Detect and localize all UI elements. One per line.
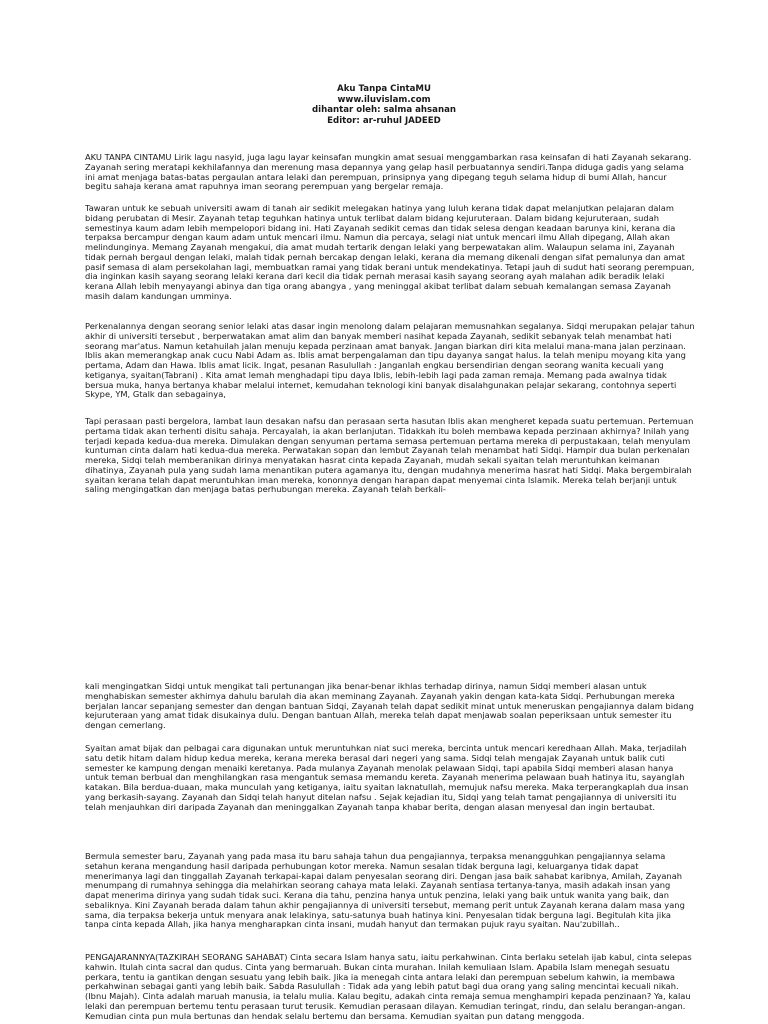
paragraph: Tawaran untuk ke sebuah universiti awam di tanah air sedikit melegakan hatinya yang luluh kerana tidak dapat melanjutkan pelajaran dalam bidang perubatan di Mesir. Zayanah tetap teguhkan hatinya untuk terlibat dalam bidang kejuruteraan. Dalam bidang kejuruteraan, sudah semestinya kaum adam lebih mempelopori bidang ini. Hati Zayanah sedikit cemas dan tidak selesa dengan keadaan barunya kini, kerana dia terpaksa bercampur dengan kaum adam untuk mencari ilmu. Namun dia percaya, selagi niat untuk mencari ilmu Allah dipegang, Allah akan melindunginya. Memang Zayanah mengakui, dia amat mudah tertarik dengan lelaki yang berpewatakan alim. Walaupun selama ini, Zayanah tidak pernah bergaul dengan lelaki, malah tidak pernah bercakap dengan lelaki, kerana dia memang dikenali dengan sifat pemalunya dan amat pasif semasa di alam persekolahan lagi, membuatkan ramai yang tidak berani untuk mendekatinya. Tetapi jauh di sudut hati seorang perempuan, dia inginkan kasih sayang seorang lelaki kerana dari kecil dia tidak pernah merasai kasih sayang seorang ayah malahan adik beradik lelaki kerana Allah lebih menyayangi abinya dan tiga orang abangya , yang meninggal akibat terlibat dalam sebuah kemalangan semasa Zayanah masih dalam kandungan umminya. <box>85 203 695 301</box>
paragraph: PENGAJARANNYA(TAZKIRAH SEORANG SAHABAT) Cinta secara Islam hanya satu, iaitu perkahwinan. Cinta berlaku setelah ijab kabul, cinta selepas kahwin. Itulah cinta sacral dan qudus. Cinta yang bermaruah. Bukan cinta murahan. Inilah kemuliaan Islam. Apabila Islam menegah sesuatu perkara, tentu ia gantikan dengan sesuatu yang lebih baik. Jika ia menegah cinta antara lelaki dan perempuan sebelum kahwin, ia membawa perkahwinan sebagai ganti yang lebih baik. Sabda Rasulullah : Tidak ada yang lebih patut bagi dua orang yang saling mencintai kecuali nikah. (Ibnu Majah). Cinta adalah maruah manusia, ia telalu mulia. Kalau begitu, adakah cinta remaja semua menghampiri kepada penzinaan? Ya, kalau lelaki dan perempuan bertemu tentu perasaan turut terusik. Kemudian perasaan dilayan. Kemudian teringat, rindu, dan selalu berangan-angan. Kemudian cinta pun mula bertunas dan hendak selalu bertemu dan bersama. Kemudian syaitan pun datang menggoda. <box>85 952 692 1021</box>
editor-line: Editor: ar-ruhul JADEED <box>327 115 441 126</box>
paragraph: Bermula semester baru, Zayanah yang pada masa itu baru sahaja tahun dua pengajiannya, terpaksa menangguhkan pengajiannya selama setahun kerana mengandung hasil daripada perhubungan kotor mereka. Namun sesalan tidak berguna lagi, keluarganya tidak dapat menerimanya lagi dan tinggallah Zayanah terkapai-kapai dalam penyesalan seorang diri. Dengan jasa baik sahabat karibnya, Amilah, Zayanah menumpang di rumahnya sehingga dia melahirkan seorang cahaya mata lelaki. Zayanah sentiasa tertanya-tanya, masih adakah insan yang dapat menerima dirinya yang sudah tidak suci. Kerana dia tahu, penzina hanya untuk penzina, lelaki yang baik untuk wanita yang baik, dan sebaliknya. Kini Zayanah berada dalam tahun akhir pengajiannya di universiti tersebut, memang perit untuk Zayanah kerana dalam masa yang sama, dia terpaksa bekerja untuk menyara anak lelakinya, satu-satunya buah hatinya kini. Penyesalan tidak berguna lagi. Begitulah kita jika tanpa cinta kepada Allah, jika hanya mengharapkan cinta insani, mudah hanyut dan termakan pujuk rayu syaitan. Nau'zubillah.. <box>85 851 685 930</box>
article-title: Aku Tanpa CintaMU <box>337 84 431 94</box>
author-line: dihantar oleh: salma ahsanan <box>312 105 456 116</box>
paragraph: kali mengingatkan Sidqi untuk mengikat tali pertunangan jika benar-benar ikhlas terhadap dirinya, namun Sidqi memberi alasan untuk menghabiskan semester akhirnya dahulu barulah dia akan meminang Zayanah. Zayanah yakin dengan kata-kata Sidqi. Perhubungan mereka berjalan lancar sepanjang semester dan dengan bantuan Sidqi, Zayanah telah dapat sedikit minat untuk meneruskan pengajiannya dalam bidang kejuruteraan yang amat tidak disukainya dulu. Dengan bantuan Allah, mereka telah dapat menjawab soalan peperiksaan untuk semester itu dengan cemerlang. <box>85 681 694 730</box>
site-url: www.iluvislam.com <box>337 94 431 105</box>
paragraph: Syaitan amat bijak dan pelbagai cara digunakan untuk meruntuhkan niat suci mereka, bercinta untuk mencari keredhaan Allah. Maka, terjadilah satu detik hitam dalam hidup kedua mereka, kerana mereka berasal dari negeri yang sama. Sidqi telah mengajak Zayanah untuk balik cuti semester ke kampung dengan menaiki keretanya. Pada mulanya Zayanah menolak pelawaan Sidqi, tapi apabila Sidqi memberi alasan hanya untuk teman berbual dan menghilangkan rasa mengantuk semasa memandu kereta. Zayanah menerima pelawaan buah hatinya itu, sayanglah katakan. Bila berdua-duaan, maka munculah yang ketiganya, iaitu syaitan laknatullah, memujuk nafsu mereka. Maka terperangkaplah dua insan yang berkasih-sayang. Zayanah dan Sidqi telah hanyut ditelan nafsu . Sejak kejadian itu, Sidqi yang telah tamat pengajiannya di universiti itu telah menjauhkan diri daripada Zayanah dan meninggalkan Zayanah tanpa khabar berita, dengan alasan menyesal dan ingin bertaubat. <box>85 743 689 812</box>
paragraph: Tapi perasaan pasti bergelora, lambat laun desakan nafsu dan perasaan serta hasutan Iblis akan mengheret kepada suatu pertemuan. Pertemuan pertama tidak akan terhenti disitu sahaja. Percayalah, ia akan berlanjutan. Tidakkah itu boleh membawa kepada perzinaan akhirnya? Inilah yang terjadi kepada kedua-dua mereka. Dimulakan dengan senyuman pertama semasa pertemuan pertama mereka di perpustakaan, telah menyulam kuntuman cinta dalam hati kedua-dua mereka. Perwatakan sopan dan lembut Zayanah telah menambat hati Sidqi. Hampir dua bulan perkenalan mereka, Sidqi telah memberanikan dirinya menyatakan hasrat cinta kepada Zayanah, mudah sekali syaitan telah meruntuhkan keimanan dihatinya, Zayanah pula yang sudah lama menantikan putera agamanya itu, dengan mudahnya menerima hasrat hati Sidqi. Maka bergembiralah syaitan kerana telah dapat meruntuhkan iman mereka, kononnya dengan harapan dapat menyemai cinta Islamik. Mereka telah berjanji untuk saling mengingatkan dan menjaga batas perhubungan mereka. Zayanah telah berkali- <box>85 416 694 495</box>
paragraph: AKU TANPA CINTAMU Lirik lagu nasyid, juga lagu layar keinsafan mungkin amat sesuai menggambarkan rasa keinsafan di hati Zayanah sekarang. Zayanah sering meratapi kekhilafannya dan merenung masa depannya yang gelap hasil perbuatannya sendiri.Tanpa diduga gadis yang selama ini amat menjaga batas-batas pergaulan antara lelaki dan perempuan, prinsipnya yang dipegang teguh selama hidup di bumi Allah, hancur begitu sahaja kerana amat rapuhnya iman seorang perempuan yang bergelar remaja. <box>85 152 692 192</box>
article-header <box>0 84 768 126</box>
paragraph: Perkenalannya dengan seorang senior lelaki atas dasar ingin menolong dalam pelajaran memusnahkan segalanya. Sidqi merupakan pelajar tahun akhir di universiti tersebut , berperwatakan amat alim dan banyak memberi nasihat kepada Zayanah, sedikit sebanyak telah menambat hati seorang mar'atus. Namun ketahuilah jalan menuju kepada perzinaan amat banyak. Jangan biarkan diri kita melalui mana-mana jalan perzinaan. Iblis akan memerangkap anak cucu Nabi Adam as. Iblis amat berpengalaman dan tipu dayanya sangat halus. Ia telah menipu moyang kita yang pertama, Adam dan Hawa. Iblis amat licik. Ingat, pesanan Rasulullah : Janganlah engkau bersendirian dengan seorang wanita kecuali yang ketiganya, syaitan(Tabrani) . Kita amat lemah menghadapi tipu daya Iblis, lebih-lebih lagi pada zaman remaja. Memang pada awalnya tidak bersua muka, hanya bertanya khabar melalui internet, kemudahan teknologi kini banyak disalahgunakan pelajar sekarang, contohnya seperti Skype, YM, Gtalk dan sebagainya, <box>85 321 695 400</box>
